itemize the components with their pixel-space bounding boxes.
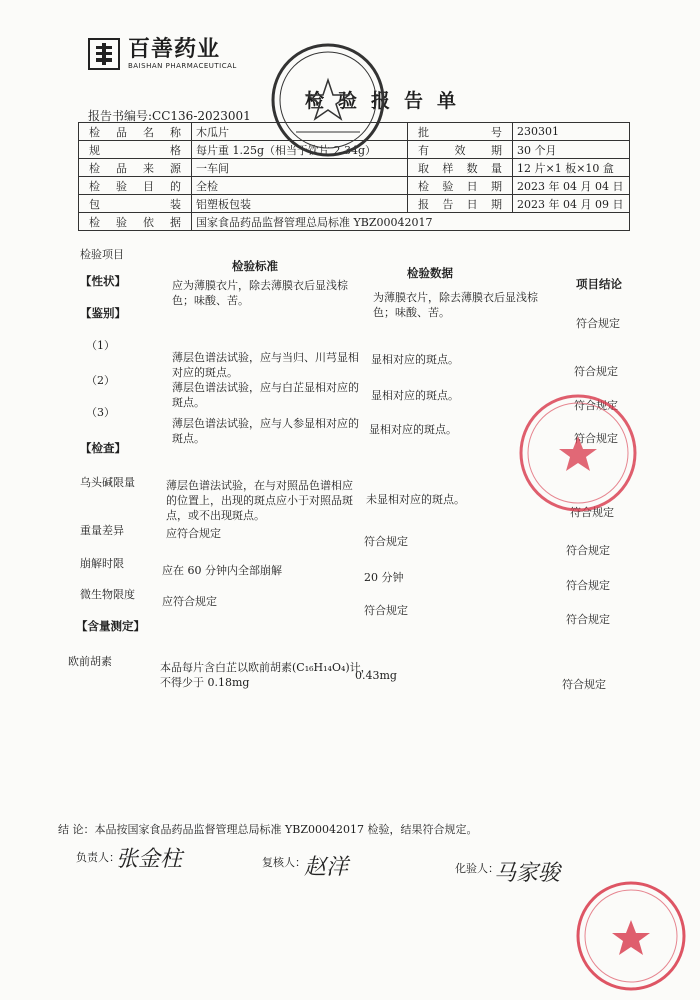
report-number-label: 报告书编号: xyxy=(88,109,153,123)
weight-standard: 应符合规定 xyxy=(166,527,221,540)
microbial-data: 符合规定 xyxy=(364,604,408,617)
tester-label: 化验人： xyxy=(455,862,499,875)
reviewer-signature: 赵洋 xyxy=(304,855,349,880)
imperatorin-standard-line: 本品每片含白芷以欧前胡素(C₁₆H₁₄O₄)计， xyxy=(160,661,372,674)
value-name: 木瓜片 xyxy=(192,123,408,141)
weight-conclusion: 符合规定 xyxy=(566,544,610,557)
value-package: 铝塑板包装 xyxy=(192,195,408,213)
label-source: 检品来源 xyxy=(79,159,192,177)
id1-standard-line: 对应的斑点。 xyxy=(172,366,238,379)
id2-item: （2） xyxy=(86,374,115,387)
imperatorin-standard xyxy=(160,660,372,690)
microbial-item: 微生物限度 xyxy=(80,588,135,601)
company-logo xyxy=(88,38,237,70)
id3-data: 显相对应的斑点。 xyxy=(369,423,457,436)
section-assay: 【含量测定】 xyxy=(76,619,145,633)
logo-name: 百善药业 xyxy=(128,37,221,62)
value-report-date: 2023 年 04 月 09 日 xyxy=(513,195,630,213)
appearance-standard-line: 应为薄膜衣片，除去薄膜衣后显浅棕 xyxy=(172,279,348,292)
id3-standard-line: 斑点。 xyxy=(172,432,205,445)
value-basis: 国家食品药品监督管理总局标准 YBZ00042017 xyxy=(192,213,630,231)
col-header-standard: 检验标准 xyxy=(232,259,278,273)
table-row xyxy=(79,195,630,213)
aconitine-data: 未显相对应的斑点。 xyxy=(366,493,465,506)
section-inspection: 【检查】 xyxy=(80,441,126,455)
value-source: 一车间 xyxy=(192,159,408,177)
appearance-standard xyxy=(172,278,348,308)
conclusion-text: 结 论：本品按国家食品药品监督管理总局标准 YBZ00042017 检验，结果符合规定。 xyxy=(58,823,478,836)
id1-standard-line: 薄层色谱法试验，应与当归、川芎显相 xyxy=(172,351,359,364)
aconitine-standard xyxy=(166,478,353,523)
section-appearance: 【性状】 xyxy=(80,274,126,288)
logo-en: BAISHAN PHARMACEUTICAL xyxy=(128,62,237,70)
value-test-date: 2023 年 04 月 04 日 xyxy=(513,177,630,195)
id3-item: （3） xyxy=(86,406,115,419)
imperatorin-conclusion: 符合规定 xyxy=(562,678,606,691)
disintegration-item: 崩解时限 xyxy=(80,557,124,570)
aconitine-conclusion: 符合规定 xyxy=(570,506,614,519)
id1-standard xyxy=(172,350,359,380)
disintegration-data: 20 分钟 xyxy=(364,571,404,584)
label-spec: 规格 xyxy=(79,141,192,159)
disintegration-standard: 应在 60 分钟内全部崩解 xyxy=(162,564,282,577)
table-row xyxy=(79,177,630,195)
appearance-data xyxy=(373,290,538,320)
id1-data: 显相对应的斑点。 xyxy=(371,353,459,366)
appearance-conclusion: 符合规定 xyxy=(576,317,620,330)
col-header-data: 检验数据 xyxy=(407,266,453,280)
label-purpose: 检验目的 xyxy=(79,177,192,195)
logo-mark-icon xyxy=(88,38,120,70)
responsible-label: 负责人： xyxy=(76,851,120,864)
weight-item: 重量差异 xyxy=(80,524,124,537)
id2-standard-line: 薄层色谱法试验，应与白芷显相对应的 xyxy=(172,381,359,394)
microbial-standard: 应符合规定 xyxy=(162,595,217,608)
value-batch: 230301 xyxy=(513,123,630,141)
id2-conclusion: 符合规定 xyxy=(574,399,618,412)
id3-standard-line: 薄层色谱法试验，应与人参显相对应的 xyxy=(172,417,359,430)
id2-standard-line: 斑点。 xyxy=(172,396,205,409)
value-purpose: 全检 xyxy=(192,177,408,195)
report-number-value: CC136-2023001 xyxy=(152,109,251,123)
aconitine-standard-line: 薄层色谱法试验，在与对照品色谱相应 xyxy=(166,479,353,492)
appearance-standard-line: 色；味酸、苦。 xyxy=(172,294,249,307)
reviewer-label: 复核人： xyxy=(262,856,306,869)
company-seal-red xyxy=(572,880,690,992)
label-package: 包装 xyxy=(79,195,192,213)
label-validity: 有效期 xyxy=(408,141,513,159)
microbial-conclusion: 符合规定 xyxy=(566,613,610,626)
disintegration-conclusion: 符合规定 xyxy=(566,579,610,592)
id2-standard xyxy=(172,380,359,410)
label-report-date: 报告日期 xyxy=(408,195,513,213)
label-batch: 批号 xyxy=(408,123,513,141)
appearance-data-line: 为薄膜衣片，除去薄膜衣后显浅棕 xyxy=(373,291,538,304)
imperatorin-data: 0.43mg xyxy=(355,669,397,682)
value-validity: 30 个月 xyxy=(513,141,630,159)
value-sample-qty: 12 片×1 板×10 盒 xyxy=(513,159,630,177)
responsible-signature: 张金柱 xyxy=(116,847,183,872)
id1-item: （1） xyxy=(86,339,115,352)
label-sample-qty: 取样数量 xyxy=(408,159,513,177)
id3-conclusion: 符合规定 xyxy=(574,432,618,445)
label-name: 检品名称 xyxy=(79,123,192,141)
id3-standard xyxy=(172,416,359,446)
col-header-item: 检验项目 xyxy=(80,248,124,261)
aconitine-standard-line: 点，或不出现斑点。 xyxy=(166,509,265,522)
label-test-date: 检验日期 xyxy=(408,177,513,195)
aconitine-standard-line: 的位置上，出现的斑点应小于对照品斑 xyxy=(166,494,353,507)
id1-conclusion: 符合规定 xyxy=(574,365,618,378)
aconitine-item: 乌头碱限量 xyxy=(80,476,135,489)
page-title: 检验报告单 xyxy=(305,90,471,112)
inspection-seal-black xyxy=(268,40,388,160)
col-header-conclusion: 项目结论 xyxy=(576,277,622,291)
quality-seal-red xyxy=(517,392,639,514)
value-spec: 每片重 1.25g（相当于饮片 2.34g） xyxy=(192,141,408,159)
id2-data: 显相对应的斑点。 xyxy=(371,389,459,402)
table-row xyxy=(79,159,630,177)
imperatorin-standard-line: 不得少于 0.18mg xyxy=(160,676,250,689)
tester-signature: 马家骏 xyxy=(494,861,561,886)
appearance-data-line: 色；味酸、苦。 xyxy=(373,306,450,319)
table-row xyxy=(79,213,630,231)
section-identification: 【鉴别】 xyxy=(80,306,126,320)
label-basis: 检验依据 xyxy=(79,213,192,231)
weight-data: 符合规定 xyxy=(364,535,408,548)
imperatorin-item: 欧前胡素 xyxy=(68,655,112,668)
